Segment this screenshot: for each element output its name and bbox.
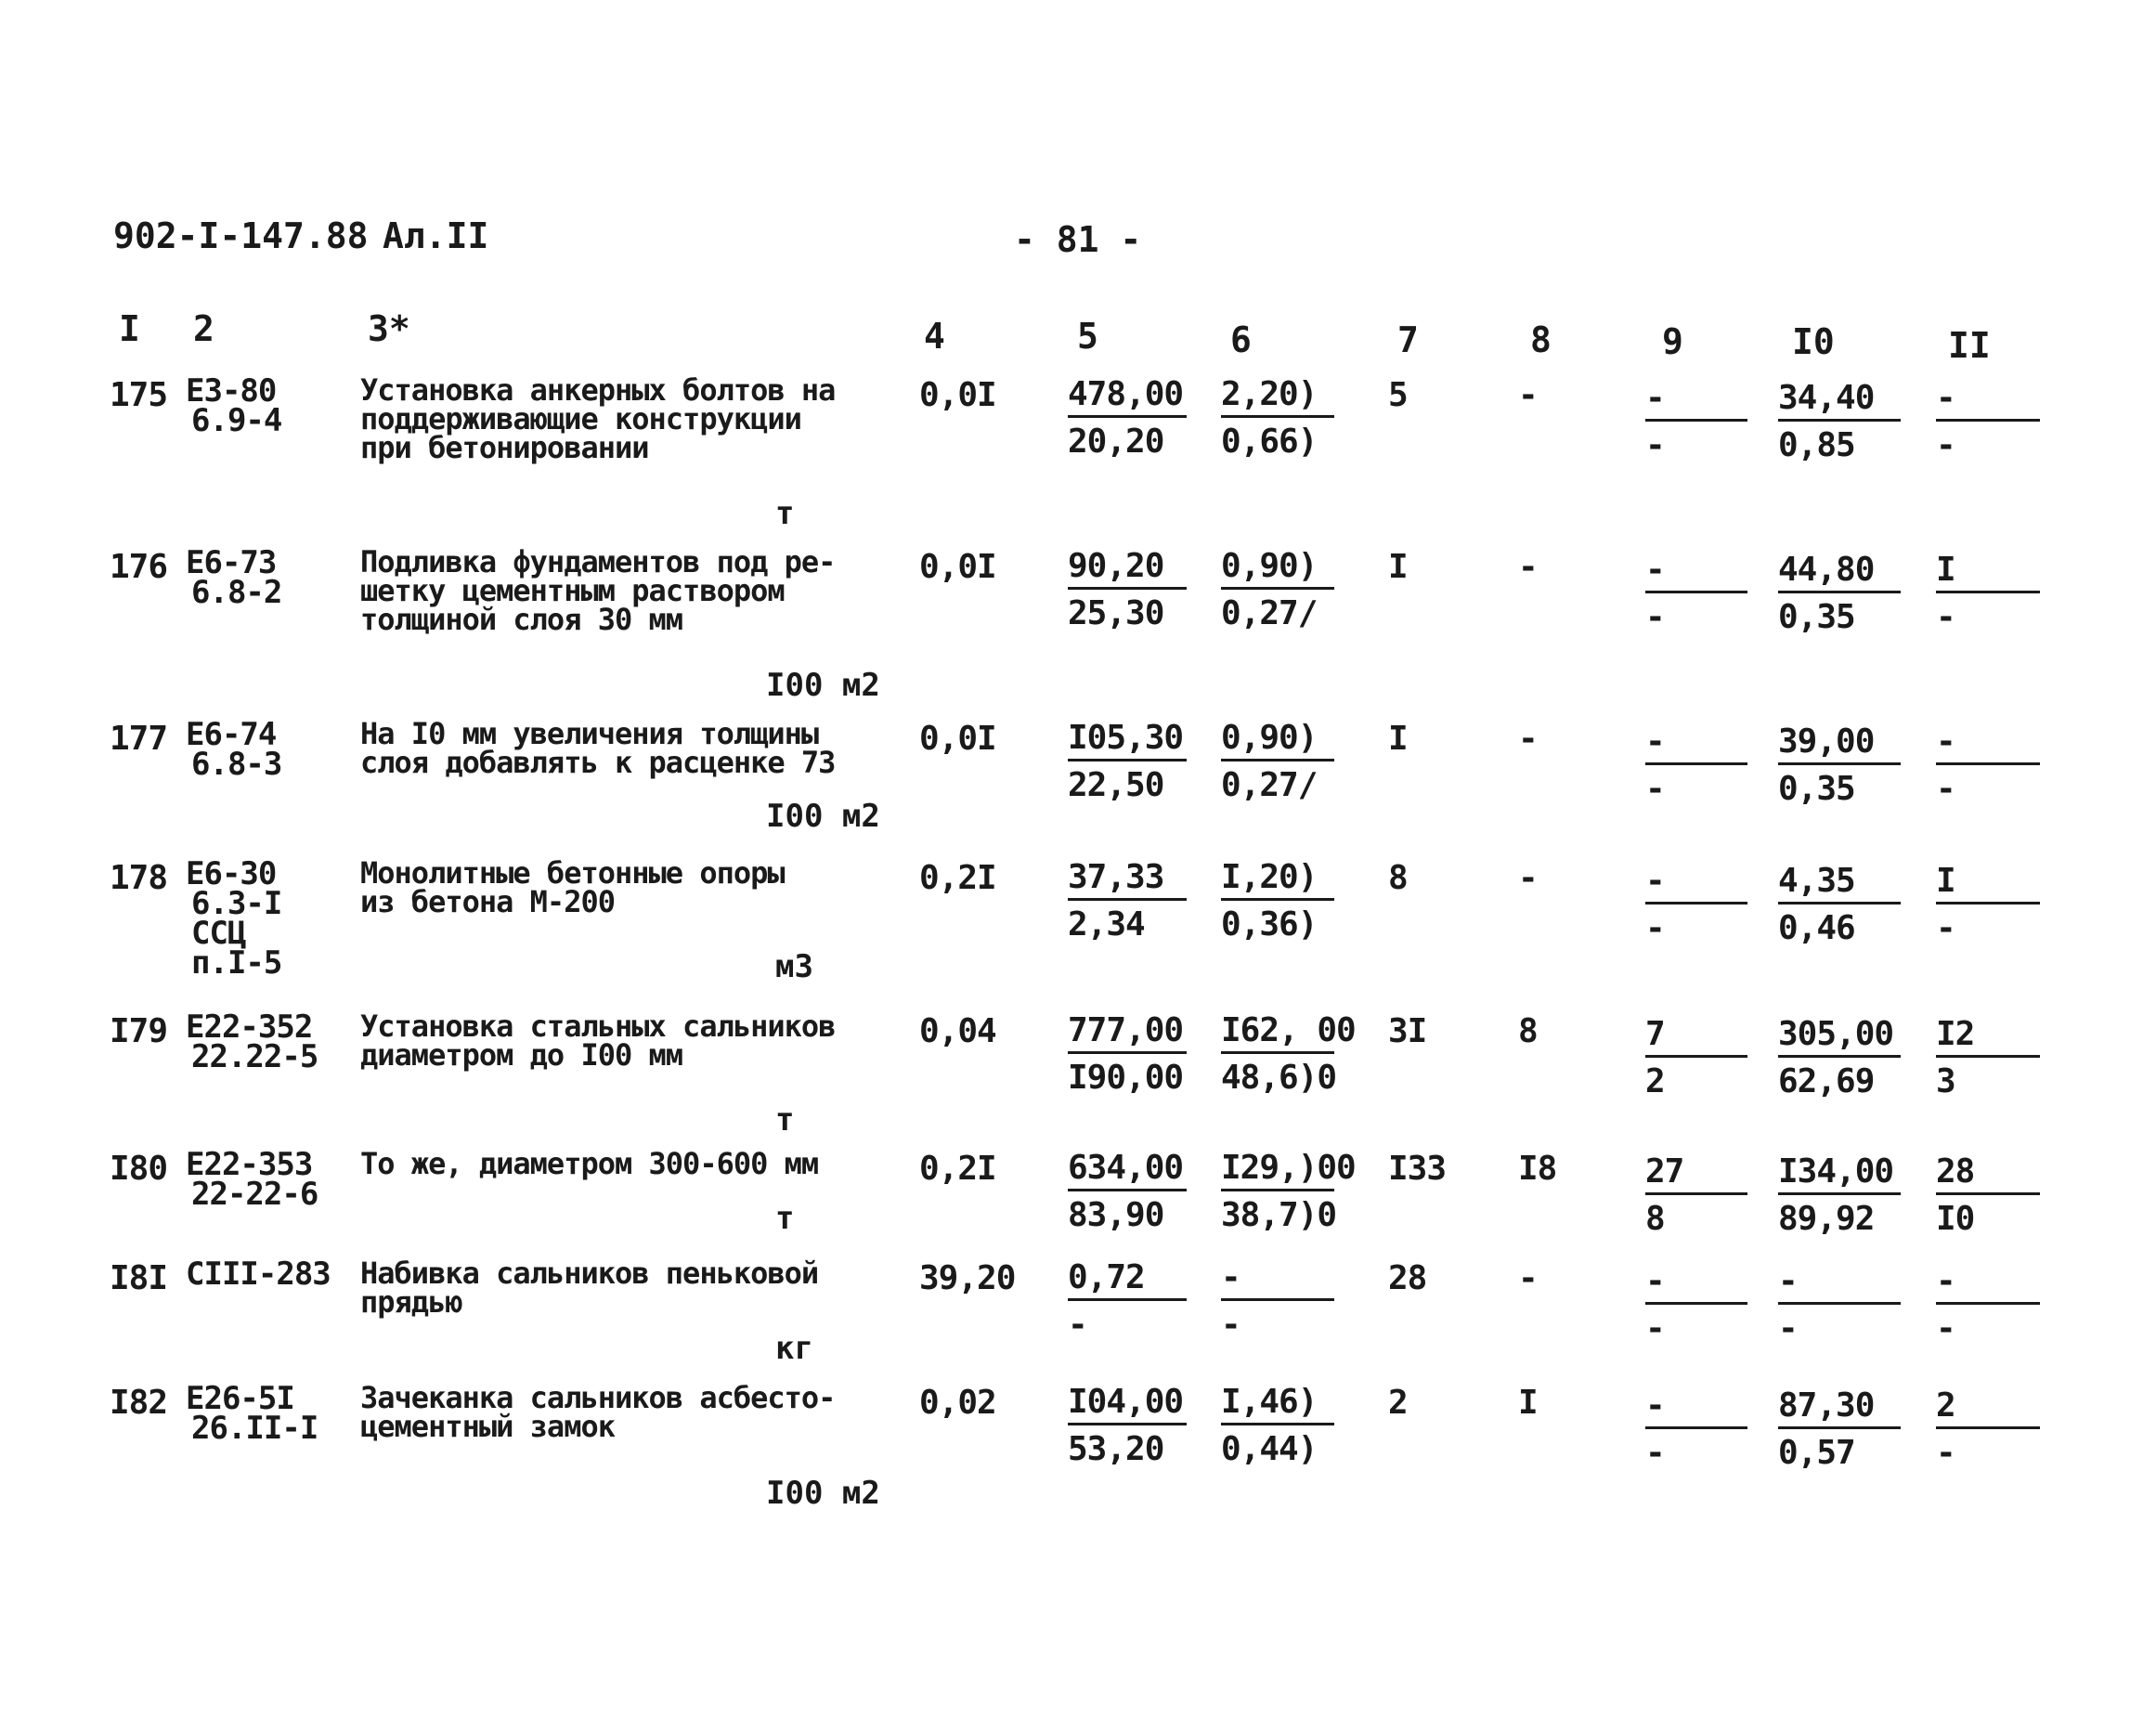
col9-value-numerator: -: [1645, 1262, 1665, 1300]
col11-value: [1936, 1016, 2040, 1100]
work-description: [360, 1009, 836, 1073]
col11-value-numerator: 2: [1936, 1386, 1955, 1425]
rate-code-line: Е22-352: [186, 1009, 313, 1046]
col7-value: 8: [1388, 859, 1408, 897]
col9-value-numerator: 7: [1645, 1015, 1665, 1053]
col11-value: [1936, 723, 2040, 808]
col6-value-denominator: 0,44): [1221, 1430, 1318, 1468]
col6-value: [1221, 376, 1334, 461]
col5-value-numerator: 0,72: [1068, 1258, 1145, 1296]
col6-value-divider: [1221, 759, 1334, 761]
col6-value-divider: [1221, 587, 1334, 590]
row-number: 176: [110, 548, 168, 586]
col10-value-divider: [1778, 1192, 1901, 1195]
col10-value-numerator: 39,00: [1778, 722, 1875, 761]
col5-value-denominator: 25,30: [1068, 594, 1164, 632]
measure-unit: I00 м2: [766, 667, 880, 704]
column-header: 7: [1397, 319, 1419, 360]
work-description: [360, 544, 836, 637]
col10-value-denominator: 0,85: [1778, 426, 1855, 464]
measure-unit: I00 м2: [766, 798, 880, 835]
col7-value: 2: [1388, 1384, 1408, 1422]
col11-value-denominator: 3: [1936, 1062, 1955, 1100]
col10-value-denominator: 0,57: [1778, 1434, 1855, 1472]
quantity: 0,02: [919, 1384, 996, 1422]
column-header: 9: [1662, 321, 1683, 362]
work-description-line: из бетона М-200: [360, 884, 615, 919]
rate-code-line: 6.8-2: [191, 574, 282, 611]
col5-value-numerator: 478,00: [1068, 375, 1184, 413]
col6-value-numerator: 0,90): [1221, 719, 1318, 757]
col11-value-denominator: -: [1936, 1309, 1955, 1347]
col5-value-divider: [1068, 1051, 1187, 1054]
column-header: 8: [1530, 319, 1552, 360]
col9-value: [1645, 863, 1747, 947]
col10-value-numerator: 34,40: [1778, 379, 1875, 417]
col9-value-denominator: -: [1645, 1434, 1665, 1472]
work-description: [360, 372, 836, 465]
col5-value-divider: [1068, 759, 1187, 761]
col6-value-divider: [1221, 898, 1334, 901]
col8-value: -: [1518, 548, 1538, 586]
col8-value: I8: [1518, 1150, 1557, 1188]
col6-value-denominator: 48,6)0: [1221, 1059, 1337, 1097]
col9-value-divider: [1645, 1302, 1747, 1305]
col10-value-denominator: 0,35: [1778, 598, 1855, 636]
col11-value-divider: [1936, 1426, 2040, 1429]
col9-value-denominator: -: [1645, 426, 1665, 464]
work-description-line: поддерживающие конструкции: [360, 401, 801, 436]
col10-value: [1778, 380, 1901, 464]
col9-value-numerator: -: [1645, 862, 1665, 900]
quantity: 0,2I: [919, 1150, 996, 1188]
row-number: 178: [110, 859, 168, 897]
col9-value-divider: [1645, 1192, 1747, 1195]
work-description: [360, 1256, 819, 1320]
work-description-line: толщиной слоя 30 мм: [360, 602, 683, 637]
col6-value-divider: [1221, 1051, 1334, 1054]
col11-value-divider: [1936, 419, 2040, 422]
col11-value: [1936, 863, 2040, 947]
col11-value-denominator: -: [1936, 909, 1955, 947]
album-number: Ал.II: [383, 215, 489, 256]
col5-value-numerator: 37,33: [1068, 858, 1164, 896]
rate-code: [186, 372, 282, 439]
rate-code-line: Е22-353: [186, 1146, 313, 1183]
col6-value-denominator: 0,27/: [1221, 594, 1318, 632]
col10-value: [1778, 1263, 1901, 1347]
work-description-line: при бетонировании: [360, 430, 649, 465]
work-description-line: Подливка фундаментов под ре-: [360, 544, 836, 579]
col10-value-divider: [1778, 1302, 1901, 1305]
col5-value: [1068, 859, 1187, 944]
col11-value-numerator: I: [1936, 551, 1955, 589]
col9-value: [1645, 723, 1747, 808]
col9-value-divider: [1645, 1055, 1747, 1058]
rate-code-line: ССЦ: [191, 915, 246, 952]
column-header: 4: [924, 316, 945, 357]
col5-value: [1068, 548, 1187, 632]
col7-value: 3I: [1388, 1012, 1427, 1050]
col11-value-denominator: I0: [1936, 1200, 1975, 1238]
col9-value-divider: [1645, 902, 1747, 905]
col9-value: [1645, 1153, 1747, 1238]
col5-value-denominator: 53,20: [1068, 1430, 1164, 1468]
col6-value-divider: [1221, 1423, 1334, 1425]
col6-value-numerator: 2,20): [1221, 375, 1318, 413]
col10-value-divider: [1778, 1426, 1901, 1429]
col10-value-denominator: 0,35: [1778, 770, 1855, 808]
col9-value: [1645, 552, 1747, 636]
col5-value-numerator: 777,00: [1068, 1011, 1184, 1049]
rate-code-line: Е6-30: [186, 855, 277, 892]
col6-value-numerator: I29,)00: [1221, 1149, 1356, 1187]
work-description-line: Набивка сальников пеньковой: [360, 1256, 819, 1291]
quantity: 0,04: [919, 1012, 996, 1050]
column-header: 5: [1077, 316, 1098, 357]
col6-value-numerator: -: [1221, 1258, 1240, 1296]
col11-value-divider: [1936, 762, 2040, 765]
col5-value-divider: [1068, 898, 1187, 901]
col5-value-divider: [1068, 587, 1187, 590]
col9-value-divider: [1645, 419, 1747, 422]
work-description-line: Установка стальных сальников: [360, 1009, 836, 1044]
col6-value: [1221, 1259, 1334, 1344]
col9-value-divider: [1645, 591, 1747, 593]
row-number: 175: [110, 376, 168, 414]
col5-value-divider: [1068, 415, 1187, 418]
column-header: 2: [193, 308, 214, 349]
col9-value-denominator: 2: [1645, 1062, 1665, 1100]
col11-value-divider: [1936, 1302, 2040, 1305]
col10-value-divider: [1778, 902, 1901, 905]
col9-value-divider: [1645, 762, 1747, 765]
col11-value: [1936, 1387, 2040, 1472]
rate-code-line: Е26-5I: [186, 1380, 294, 1417]
col9-value-numerator: 27: [1645, 1152, 1684, 1191]
page-number: - 81 -: [1014, 219, 1142, 260]
measure-unit: т: [775, 1101, 795, 1139]
work-description-line: Зачеканка сальников асбесто-: [360, 1380, 836, 1415]
rate-code-line: Е3-80: [186, 372, 277, 410]
col10-value-denominator: 89,92: [1778, 1200, 1875, 1238]
col5-value-denominator: 83,90: [1068, 1196, 1164, 1234]
rate-code-line: 6.3-I: [191, 885, 282, 922]
col10-value: [1778, 723, 1901, 808]
rate-code-line: 6.9-4: [191, 402, 282, 439]
measure-unit: т: [775, 495, 795, 532]
work-description-line: шетку цементным раствором: [360, 573, 785, 608]
col11-value-divider: [1936, 902, 2040, 905]
rate-code: [186, 855, 282, 982]
col10-value-denominator: -: [1778, 1309, 1798, 1347]
col11-value-denominator: -: [1936, 1434, 1955, 1472]
col11-value-divider: [1936, 591, 2040, 593]
col5-value-numerator: I05,30: [1068, 719, 1184, 757]
col11-value-numerator: I2: [1936, 1015, 1975, 1053]
col11-value-denominator: -: [1936, 426, 1955, 464]
col5-value-denominator: 22,50: [1068, 766, 1164, 804]
col6-value-denominator: 38,7)0: [1221, 1196, 1337, 1234]
col5-value: [1068, 1150, 1187, 1234]
col10-value: [1778, 863, 1901, 947]
col5-value: [1068, 1012, 1187, 1097]
col10-value-divider: [1778, 591, 1901, 593]
row-number: I79: [110, 1012, 168, 1050]
col5-value-divider: [1068, 1423, 1187, 1425]
col10-value-numerator: 87,30: [1778, 1386, 1875, 1425]
col10-value: [1778, 552, 1901, 636]
col5-value: [1068, 720, 1187, 804]
work-description-line: прядью: [360, 1284, 462, 1320]
col9-value: [1645, 1387, 1747, 1472]
rate-code-line: п.I-5: [191, 944, 282, 982]
col5-value-denominator: -: [1068, 1306, 1087, 1344]
col10-value-numerator: 305,00: [1778, 1015, 1894, 1053]
col7-value: I33: [1388, 1150, 1447, 1188]
col8-value: -: [1518, 859, 1538, 897]
col8-value: -: [1518, 1259, 1538, 1297]
col11-value-divider: [1936, 1055, 2040, 1058]
quantity: 0,0I: [919, 376, 996, 414]
col5-value: [1068, 1259, 1187, 1344]
col10-value-divider: [1778, 419, 1901, 422]
work-description-line: диаметром до I00 мм: [360, 1037, 683, 1073]
col6-value-numerator: 0,90): [1221, 547, 1318, 585]
col9-value-numerator: -: [1645, 551, 1665, 589]
col8-value: -: [1518, 720, 1538, 758]
rate-code: [186, 1146, 318, 1213]
work-description-line: На I0 мм увеличения толщины: [360, 716, 819, 751]
col10-value: [1778, 1387, 1901, 1472]
col5-value-divider: [1068, 1298, 1187, 1301]
col5-value-divider: [1068, 1189, 1187, 1191]
work-description-line: цементный замок: [360, 1409, 615, 1444]
col9-value-denominator: -: [1645, 598, 1665, 636]
rate-code-line: 6.8-3: [191, 746, 282, 783]
col5-value: [1068, 376, 1187, 461]
col9-value-denominator: -: [1645, 909, 1665, 947]
col11-value-denominator: -: [1936, 770, 1955, 808]
col7-value: 28: [1388, 1259, 1427, 1297]
quantity: 0,2I: [919, 859, 996, 897]
column-header: I: [119, 308, 140, 349]
col5-value-denominator: 20,20: [1068, 423, 1164, 461]
col6-value-denominator: 0,27/: [1221, 766, 1318, 804]
col6-value: [1221, 548, 1334, 632]
col5-value-numerator: 634,00: [1068, 1149, 1184, 1187]
col10-value-numerator: 4,35: [1778, 862, 1855, 900]
document-code: 902-I-147.88: [113, 215, 369, 256]
rate-code-line: Е6-73: [186, 544, 277, 581]
rate-code: [186, 1380, 318, 1447]
work-description-line: слоя добавлять к расценке 73: [360, 745, 836, 780]
col6-value: [1221, 1384, 1334, 1468]
col11-value: [1936, 380, 2040, 464]
col9-value: [1645, 1016, 1747, 1100]
row-number: 177: [110, 720, 168, 758]
rate-code-line: 22-22-6: [191, 1176, 318, 1213]
col9-value-divider: [1645, 1426, 1747, 1429]
work-description: [360, 716, 836, 780]
col11-value-denominator: -: [1936, 598, 1955, 636]
rate-code: [186, 1009, 318, 1075]
rate-code: [186, 1256, 331, 1293]
col10-value-denominator: 0,46: [1778, 909, 1855, 947]
rate-code-line: CIII-283: [186, 1256, 331, 1293]
col7-value: I: [1388, 720, 1408, 758]
work-description: [360, 855, 785, 919]
work-description-line: Установка анкерных болтов на: [360, 372, 836, 408]
col11-value-numerator: -: [1936, 1262, 1955, 1300]
col10-value-numerator: 44,80: [1778, 551, 1875, 589]
row-number: I80: [110, 1150, 168, 1188]
col11-value-numerator: -: [1936, 379, 1955, 417]
quantity: 0,0I: [919, 720, 996, 758]
col6-value: [1221, 720, 1334, 804]
col9-value-numerator: -: [1645, 379, 1665, 417]
col6-value: [1221, 859, 1334, 944]
rate-code-line: 26.II-I: [191, 1410, 318, 1447]
col9-value: [1645, 380, 1747, 464]
col8-value: 8: [1518, 1012, 1538, 1050]
column-header: I0: [1792, 321, 1835, 362]
row-number: I8I: [110, 1259, 168, 1297]
col5-value-denominator: I90,00: [1068, 1059, 1184, 1097]
rate-code: [186, 544, 282, 611]
col9-value-denominator: -: [1645, 1309, 1665, 1347]
work-description-line: Монолитные бетонные опоры: [360, 855, 785, 891]
col11-value: [1936, 1153, 2040, 1238]
col11-value: [1936, 1263, 2040, 1347]
col6-value-numerator: I,46): [1221, 1383, 1318, 1421]
measure-unit: т: [775, 1200, 795, 1237]
col7-value: 5: [1388, 376, 1408, 414]
col8-value: -: [1518, 376, 1538, 414]
col6-value-numerator: I62, 00: [1221, 1011, 1356, 1049]
rate-code: [186, 716, 282, 783]
col6-value-numerator: I,20): [1221, 858, 1318, 896]
measure-unit: кг: [775, 1330, 813, 1367]
col8-value: I: [1518, 1384, 1538, 1422]
col9-value-denominator: -: [1645, 770, 1665, 808]
column-header: 3*: [368, 308, 410, 349]
col9-value-numerator: -: [1645, 1386, 1665, 1425]
col10-value-divider: [1778, 1055, 1901, 1058]
col11-value: [1936, 552, 2040, 636]
col7-value: I: [1388, 548, 1408, 586]
rate-code-line: 22.22-5: [191, 1038, 318, 1075]
col5-value-denominator: 2,34: [1068, 905, 1145, 944]
col10-value: [1778, 1153, 1901, 1238]
col11-value-numerator: 28: [1936, 1152, 1975, 1191]
col6-value-denominator: -: [1221, 1306, 1240, 1344]
quantity: 39,20: [919, 1259, 1016, 1297]
col9-value: [1645, 1263, 1747, 1347]
col5-value-numerator: 90,20: [1068, 547, 1164, 585]
col10-value-numerator: I34,00: [1778, 1152, 1894, 1191]
col9-value-numerator: -: [1645, 722, 1665, 761]
col10-value-numerator: -: [1778, 1262, 1798, 1300]
measure-unit: м3: [775, 948, 813, 985]
col6-value-divider: [1221, 1189, 1334, 1191]
column-header: II: [1948, 325, 1991, 366]
col6-value: [1221, 1011, 1356, 1097]
col11-value-divider: [1936, 1192, 2040, 1195]
col6-value-denominator: 0,36): [1221, 905, 1318, 944]
col11-value-numerator: -: [1936, 722, 1955, 761]
col10-value: [1778, 1016, 1901, 1100]
measure-unit: I00 м2: [766, 1475, 880, 1512]
col6-value: [1221, 1149, 1356, 1234]
col6-value-divider: [1221, 415, 1334, 418]
work-description: [360, 1380, 836, 1444]
row-number: I82: [110, 1384, 168, 1422]
col10-value-divider: [1778, 762, 1901, 765]
col6-value-denominator: 0,66): [1221, 423, 1318, 461]
col10-value-denominator: 62,69: [1778, 1062, 1875, 1100]
rate-code-line: Е6-74: [186, 716, 277, 753]
col11-value-numerator: I: [1936, 862, 1955, 900]
col5-value: [1068, 1384, 1187, 1468]
col6-value-divider: [1221, 1298, 1334, 1301]
quantity: 0,0I: [919, 548, 996, 586]
col9-value-denominator: 8: [1645, 1200, 1665, 1238]
work-description: [360, 1146, 819, 1181]
column-header: 6: [1230, 319, 1252, 360]
col5-value-numerator: I04,00: [1068, 1383, 1184, 1421]
work-description-line: То же, диаметром 300-600 мм: [360, 1146, 819, 1181]
